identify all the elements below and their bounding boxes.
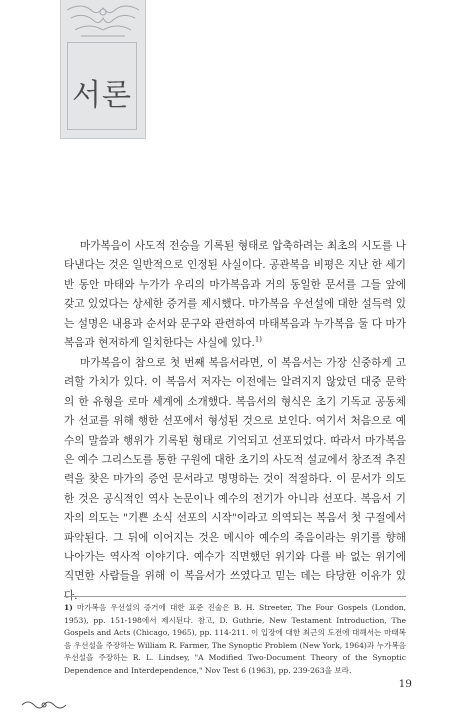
ornament-flourish-icon — [61, 0, 145, 40]
footnote-mark: 1) — [64, 603, 73, 612]
footnote-divider — [64, 596, 406, 597]
footnote-text: 마가복음 우선설의 증거에 대한 표준 진술은 B. H. Streeter, The Four Gospels (London, 1953), pp. 151-198에서 제시된다. 참고, D. Guthrie, New Testament Introduction, The Gospels and Acts (Chicago, 1965), pp. 114-211. 이 입장에 대한 최근의 도전에 대해서는 마태복음 우선설을 주장하는 William R. Farmer, The Synoptic Problem (New York, 1964)과 누가복음 우선설을 주장하는 R. L. Lindsey, "A Modified Two-Document Theory of the Synoptic Dependence and Interdependence," Nov Test 6 (1963), pp. 239-263을 보라. — [64, 603, 406, 675]
footnote — [64, 602, 406, 678]
paragraph: 마가복음이 참으로 첫 번째 복음서라면, 이 복음서는 가장 신중하게 고려할 가치가 있다. 이 복음서 저자는 이전에는 알려지지 않았던 대중 문학의 한 유형을 로마 세계에 소개했다. 복음서의 형식은 초기 기독교 공동체가 선교를 위해 행한 선포에서 형성된 것으로 보인다. 여기서 처음으로 예수의 말씀과 행위가 기록된 형태로 기억되고 선포되었다. 따라서 마가복음은 예수 그리스도를 통한 구원에 대한 초기의 사도적 설교에서 창조적 추진력을 찾은 마가의 증언 문서라고 명명하는 것이 적절하다. 이 문서가 의도한 것은 공식적인 역사 논문이나 예수의 전기가 아니라 선포다. 복음서 기자의 의도는 "기쁜 소식 선포의 시작"이라고 의역되는 복음서 첫 구절에서 파악된다. 그 뒤에 이어지는 것은 메시아 예수의 죽음이라는 위기를 향해 나아가는 역사적 이야기다. 예수가 직면했던 위기와 다를 바 없는 위기에 직면한 사람들을 위해 이 복음서가 쓰였다고 믿는 데는 타당한 이유가 있다. — [64, 357, 406, 602]
ornament-flourish-icon — [20, 698, 68, 712]
paragraph: 마가복음이 사도적 전승을 기록된 형태로 압축하려는 최초의 시도를 나타낸다는 것은 일반적으로 인정된 사실이다. 공관복음 비평은 지난 한 세기 반 동안 마태와 누가가 우리의 마가복음과 거의 동일한 문서를 그들 앞에 갖고 있었다는 상세한 증거를 제시했다. 마가복음 우선설에 대한 설득력 있는 설명은 내용과 순서와 문구와 관련하여 마태복음과 누가복음 둘 다 마가복음과 현저하게 일치한다는 사실에 있다.$^{1)}$ — [64, 240, 406, 350]
footnote-reference[interactable]: 1) — [254, 335, 262, 344]
page-number: 19 — [398, 678, 412, 690]
chapter-title: 서론 — [72, 78, 132, 113]
